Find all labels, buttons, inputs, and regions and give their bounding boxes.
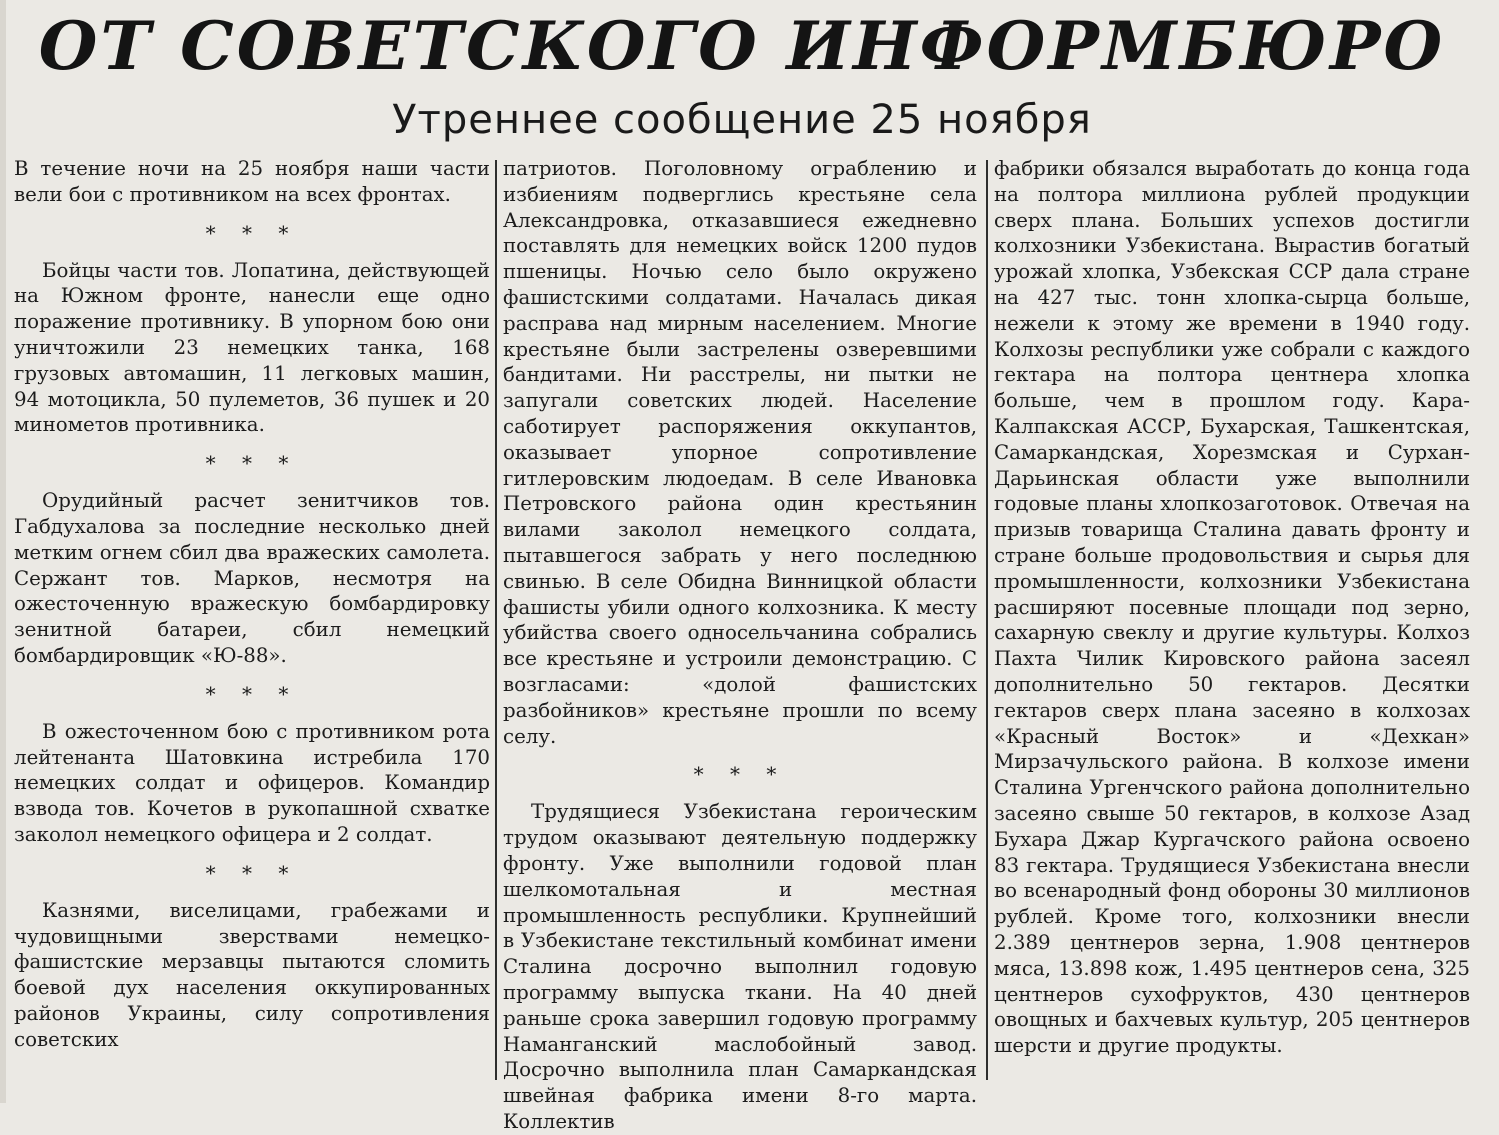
- column-rule-2: [986, 160, 988, 1080]
- column-3: [994, 156, 1470, 1091]
- separator: * * *: [205, 860, 299, 885]
- column-2: [503, 156, 977, 1133]
- paragraph: Бойцы части тов. Лопатина, действующей на Южном фронте, нанесли еще одно поражение противнику. В упорном бою они уничтожили 23 немецких танка, 168 грузовых автомашин, 11 легковых машин, 94 мотоцикла, 50 пулеметов, 36 пушек и 20 минометов противника.: [14, 258, 490, 437]
- paragraph: фабрики обязался выработать до конца года на полтора миллиона рублей продукции сверх плана. Больших успехов достигли колхозники Узбекистана. Вырастив богатый урожай хлопка, Узбекская ССР дала стране на 427 тыс. тонн хлопка-сырца больше, нежели к этому же времени в 1940 году. Колхозы республики уже собрали с каждого гектара на полтора центнера хлопка больше, чем в прошлом году. Кара-Калпакская АССР, Бухарская, Ташкентская, Самаркандская, Хорезмская и Сурхан-Дарьинская области уже выполнили годовые планы хлопкозаготовок. Отвечая на призыв товарища Сталина давать фронту и стране больше продовольствия и сырья для промышленности, колхозники Узбекистана расширяют посевные площади под зерно, сахарную свеклу и другие культуры. Колхоз Пахта Чилик Кировского района засеял дополнительно 50 гектаров. Десятки гектаров сверх плана засеяно в колхозах «Красный Восток» и «Дехкан» Мирзачульского района. В колхозе имени Сталина Ургенчского района дополнительно засеяно свыше 50 гектаров, в колхозе Азад Бухара Джар Кургачского района освоено 83 гектара. Трудящиеся Узбекистана внесли во всенародный фонд обороны 30 миллионов рублей. Кроме того, колхозники внесли 2.389 центнеров зерна, 1.908 центнеров мяса, 13.898 кож, 1.495 центнеров сена, 325 центнеров сухофруктов, 430 центнеров овощных и бахчевых культур, 205 центнеров шерсти и другие продукты.: [994, 157, 1470, 1058]
- headline: ОТ СОВЕТСКОГО ИНФОРМБЮРО: [38, 7, 1446, 85]
- separator: * * *: [693, 762, 787, 787]
- paragraph: Трудящиеся Узбекистана героическим трудом оказывают деятельную поддержку фронту. Уже выполнили годовой план шелкомотальная и местная промышленность республики. Крупнейший в Узбекистане текстильный комбинат имени Сталина досрочно выполнил годовую программу выпуска ткани. На 40 дней раньше срока завершил годовую программу Наманганский маслобойный завод. Досрочно выполнила план Самаркандская швейная фабрика имени 8-го марта. Коллектив: [503, 800, 977, 1133]
- paragraph: Казнями, виселицами, грабежами и чудовищными зверствами немецко-фашистские мерзавцы пытаются сломить боевой дух населения оккупированных районов Украины, силу сопротивления советских: [14, 898, 490, 1051]
- page-edge: [0, 0, 6, 1103]
- paragraph: В течение ночи на 25 ноября наши части вели бои с противником на всех фронтах.: [14, 157, 490, 206]
- separator: * * *: [205, 681, 299, 706]
- subheadline: Утреннее сообщение 25 ноября: [392, 97, 1092, 143]
- column-1: [14, 156, 490, 1091]
- paragraph: патриотов. Поголовному ограблению и избиениям подверглись крестьяне села Александровка, отказавшиеся ежедневно поставлять для немецких войск 1200 пудов пшеницы. Ночью село было окружено фашистскими солдатами. Началась дикая расправа над мирным населением. Многие крестьяне были застрелены озверевшими бандитами. Ни расстрелы, ни пытки не запугали советских людей. Население саботирует распоряжения оккупантов, оказывает упорное сопротивление гитлеровским людоедам. В селе Ивановка Петровского района один крестьянин вилами заколол немецкого солдата, пытавшегося забрать у него последнюю свинью. В селе Обидна Винницкой области фашисты убили одного колхозника. К месту убийства своего односельчанина собрались все крестьяне и устроили демонстрацию. С возгласами: «долой фашистских разбойников» крестьяне прошли по всему селу.: [503, 157, 977, 748]
- separator: * * *: [205, 451, 299, 476]
- paragraph: Орудийный расчет зенитчиков тов. Габдухалова за последние несколько дней метким огнем сбил два вражеских самолета. Сержант тов. Марков, несмотря на ожесточенную вражескую бомбардировку зенитной батареи, сбил немецкий бомбардировщик «Ю-88».: [14, 489, 490, 667]
- column-rule-1: [495, 160, 497, 1080]
- paragraph: В ожесточенном бою с противником рота лейтенанта Шатовкина истребила 170 немецких солдат и офицеров. Командир взвода тов. Кочетов в рукопашной схватке заколол немецкого офицера и 2 солдат.: [14, 719, 490, 846]
- separator: * * *: [205, 220, 299, 245]
